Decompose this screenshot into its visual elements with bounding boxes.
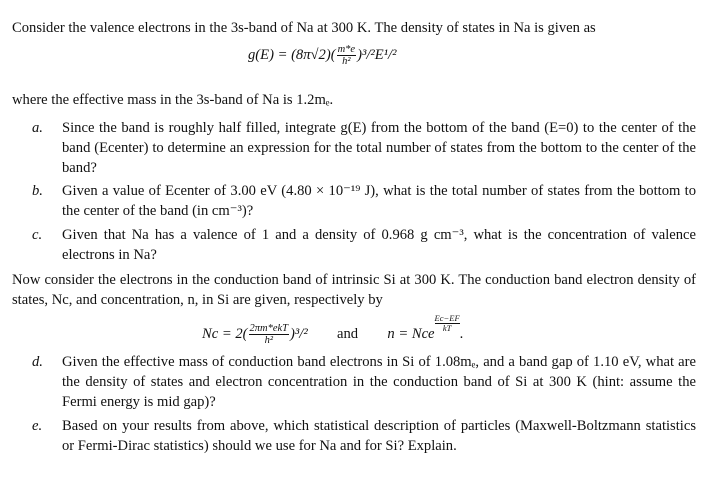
question-c-text: Given that Na has a valence of 1 and a density of 0.968 g cm⁻³, what is the concentration of valence electrons in Na? [62, 227, 696, 263]
question-b [32, 181, 696, 221]
eq-n-exp-num: Ec−EF [434, 313, 460, 323]
question-b-label: b. [32, 183, 43, 199]
question-a-text: Since the band is roughly half filled, integrate g(E) from the bottom of the band (E=0) to the center of the band (Ecenter) to determine an expression for the total number of states from the bottom to the center of the band? [62, 120, 696, 176]
conduction-band-equations [202, 314, 463, 346]
question-a-label: a. [32, 120, 43, 136]
eq-g-fraction [337, 44, 357, 67]
eq-n-lhs: n = Nce [387, 326, 435, 342]
eq-nc-frac-den: h² [264, 335, 273, 347]
silicon-intro-text: Now consider the electrons in the conduction band of intrinsic Si at 300 K. The conduction band electron density of states, Nc, and concentration, n, in Si are given, respectively by [12, 272, 696, 308]
question-e [32, 416, 696, 456]
eq-n-exp-den: kT [442, 323, 452, 333]
question-d-text: Given the effective mass of conduction band electrons in Si of 1.08mₑ, and a band gap of 1.10 eV, what are the density of states and electron concentration in the conduction band of Si at 300 K (hint: assume the Fermi energy is mid gap)? [62, 354, 696, 410]
eq-nc-rhs: )³/² [290, 326, 308, 342]
question-e-text: Based on your results from above, which statistical description of particles (Maxwell-Boltzmann statistics or Fermi-Dirac statistics) should we use for Na and for Si? Explain. [62, 418, 696, 454]
eq-g-frac-den: h² [342, 56, 351, 67]
eq-g-frac-num: m*e [337, 44, 356, 55]
effective-mass-text: where the effective mass in the 3s-band of Na is 1.2mₑ. [12, 92, 334, 108]
question-c [32, 225, 696, 265]
eq-nc-frac-num: 2πm*ekT [249, 323, 289, 335]
question-d-label: d. [32, 354, 43, 370]
eq-and-text: and [337, 326, 359, 342]
eq-n-exponent [435, 314, 460, 333]
eq-nc-lhs: Nc = 2( [202, 326, 248, 342]
question-a [32, 118, 696, 178]
eq-g-lhs: g(E) = (8π√2)( [248, 46, 336, 63]
question-c-label: c. [32, 227, 43, 243]
intro-text: Consider the valence electrons in the 3s-band of Na at 300 K. The density of states in Na is given as [12, 20, 596, 36]
eq-period: . [459, 326, 464, 342]
question-d [32, 352, 696, 412]
question-e-label: e. [32, 418, 43, 434]
eq-g-rhs: )³/²E¹/² [357, 46, 397, 63]
question-b-text: Given a value of Ecenter of 3.00 eV (4.80 × 10⁻¹⁹ J), what is the total number of states from the bottom to the center of the band (in cm⁻³)? [62, 183, 696, 219]
density-of-states-equation [248, 44, 396, 67]
eq-nc-fraction [249, 323, 290, 346]
